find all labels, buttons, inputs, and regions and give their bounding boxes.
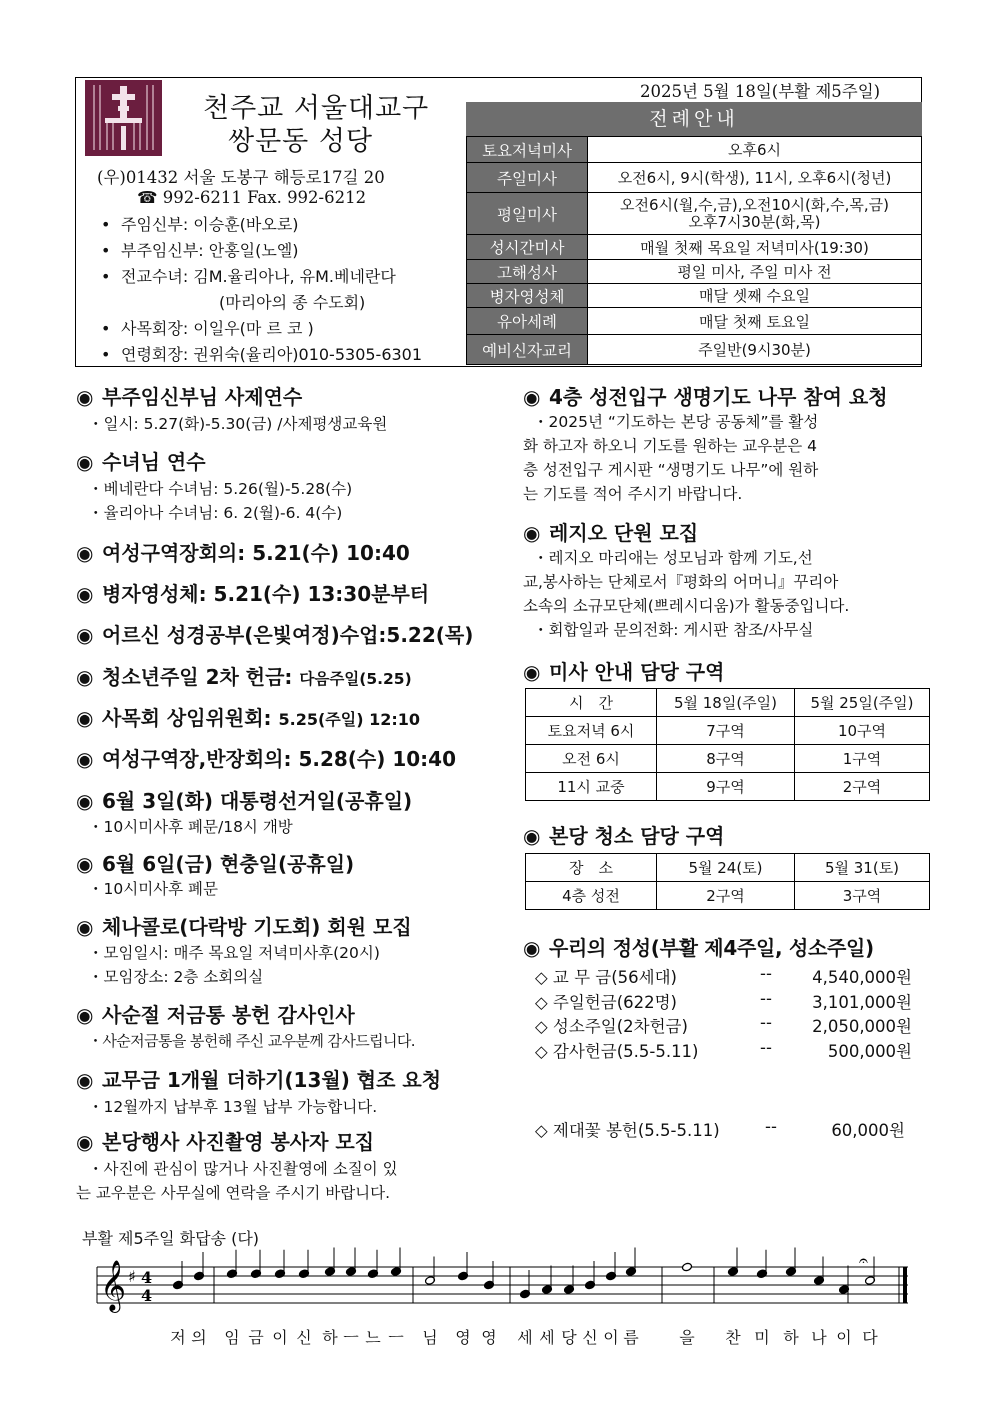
bullet-icon: ◉: [76, 623, 94, 647]
lyric-syllable: 다: [862, 1328, 878, 1347]
lyric-syllable: 이: [603, 1328, 619, 1347]
liturgy-value-line: 오전6시(월,수,금),오전10시(화,수,목,금): [619, 195, 890, 214]
notice-line: ・레지오 마리애는 성모님과 함께 기도,선: [533, 549, 813, 567]
lyric-syllable: 님: [422, 1328, 438, 1347]
section-title: 사순절 저금통 봉헌 감사인사: [102, 1003, 355, 1027]
section-title-date: 5.25(주일) 12:10: [278, 710, 421, 729]
lyric-syllable: 하: [783, 1328, 799, 1347]
table-cell: 5월 25일(주일): [795, 689, 930, 717]
bullet-icon: ◉: [76, 582, 94, 606]
lyric-syllable: 신: [582, 1328, 598, 1347]
lyric-syllable: 세: [539, 1328, 555, 1347]
liturgy-value: 평일 미사, 주일 미사 전: [588, 260, 922, 284]
lyric-syllable: 영: [481, 1328, 497, 1347]
table-cell: 2구역: [795, 773, 930, 801]
staff-item: • 연령회장: 권위숙(율리아)010-5305-6301: [95, 342, 422, 368]
table-cell: 1구역: [795, 745, 930, 773]
section-title: 4층 성전입구 생명기도 나무 참여 요청: [549, 385, 888, 409]
time-signature-bottom: 4: [141, 1286, 153, 1305]
liturgy-value: 주일반(9시30분): [588, 335, 922, 365]
lyric-syllable: 당: [561, 1328, 577, 1347]
lyric-syllable: 을: [679, 1328, 695, 1347]
section-title: 우리의 정성(부활 제4주일, 성소주일): [549, 936, 874, 960]
lyric-syllable: ㅡ: [343, 1328, 359, 1347]
notice-line: ・회합일과 문의전화: 게시판 참조/사무실: [533, 621, 814, 639]
lyric-syllable: 세: [517, 1328, 533, 1347]
bullet-icon: ◉: [76, 1003, 94, 1027]
time-signature-top: 4: [141, 1268, 153, 1287]
notice-line: ・12월까지 납부후 13월 납부 가능합니다.: [88, 1098, 378, 1116]
lyric-syllable: 나: [811, 1328, 827, 1347]
notice-line: ・모임장소: 2층 소회의실: [88, 968, 264, 986]
bullet-icon: ◉: [76, 747, 94, 771]
treble-clef-icon: 𝄞: [100, 1260, 127, 1311]
staff-item: • 전교수녀: 김M.율리아나, 유M.베네란다: [95, 264, 422, 290]
liturgy-key: 예비신자교리: [467, 335, 588, 365]
liturgy-value: 매달 셋째 수요일: [588, 284, 922, 308]
table-cell: 토요저녁 6시: [526, 717, 657, 745]
lyric-syllable: 영: [455, 1328, 471, 1347]
parish-phone: ☎ 992-6211 Fax. 992-6212: [137, 188, 367, 207]
notice-line: ・율리아나 수녀님: 6. 2(월)-6. 4(수): [88, 504, 343, 522]
offering-label: ◇ 주일헌금(622명): [535, 993, 677, 1012]
table-cell: 9구역: [657, 773, 795, 801]
notice-line: ・모임일시: 매주 목요일 저녁미사후(20시): [88, 944, 380, 962]
staff-item-note: (마리아의 종 수도회): [219, 293, 366, 312]
section-title: 병자영성체: 5.21(수) 13:30분부터: [102, 582, 430, 606]
lyric-syllable: 이: [272, 1328, 288, 1347]
notice-line: 교,봉사하는 단체로서『평화의 어머니』꾸리아: [523, 573, 839, 591]
notice-line: ・사진에 관심이 많거나 사진촬영에 소질이 있: [88, 1160, 398, 1178]
notice-line: 화 하고자 하오니 기도를 원하는 교우분은 4: [523, 437, 817, 455]
section-title-date: 다음주일(5.25): [299, 670, 412, 688]
notice-line: 는 교우분은 사무실에 연락을 주시기 바랍니다.: [76, 1184, 391, 1202]
section-title: 여성구역장회의: 5.21(수) 10:40: [102, 541, 410, 565]
bullet-icon: ◉: [523, 936, 541, 960]
lyric-syllable: 찬: [725, 1328, 741, 1347]
liturgy-key: 고해성사: [467, 260, 588, 284]
staff-item: • 사목회장: 이일우(마 르 코 ): [95, 316, 422, 342]
fermata-icon: 𝄐: [859, 1251, 868, 1270]
notice-line: 는 기도를 적어 주시기 바랍니다.: [523, 485, 743, 503]
table-cell: 시 간: [526, 689, 657, 717]
offering-label: ◇ 성소주일(2차헌금): [535, 1017, 688, 1036]
sharp-icon: ♯: [128, 1267, 136, 1286]
psalm-title: 부활 제5주일 화답송 (다): [82, 1229, 260, 1248]
bullet-icon: ◉: [76, 1068, 94, 1092]
bullet-icon: ◉: [76, 1130, 94, 1154]
parish-name-line2: 쌍문동 성당: [228, 126, 373, 157]
flower-offering-dash: --: [765, 1117, 777, 1136]
notice-line: ・10시미사후 폐문/18시 개방: [88, 818, 293, 836]
liturgy-key: 토요저녁미사: [467, 137, 588, 163]
parish-address: (우)01432 서울 도봉구 해등로17길 20: [97, 168, 385, 187]
lyric-syllable: ㅡ: [388, 1328, 404, 1347]
lyric-syllable: 신: [296, 1328, 312, 1347]
table-cell: 장 소: [526, 854, 657, 882]
liturgy-key: 주일미사: [467, 163, 588, 193]
liturgy-key: 유아세례: [467, 308, 588, 335]
table-cell: 5월 24(토): [657, 854, 795, 882]
section-title: 본당행사 사진촬영 봉사자 모집: [102, 1130, 375, 1154]
section-title: 여성구역장,반장회의: 5.28(수) 10:40: [102, 747, 457, 771]
liturgy-key: 평일미사: [467, 193, 588, 235]
offering-label: ◇ 감사헌금(5.5-5.11): [535, 1042, 699, 1061]
notice-line: 소속의 소규모단체(쁘레시디움)가 활동중입니다.: [523, 597, 850, 615]
staff-item: • 부주임신부: 안홍일(노엘): [95, 238, 422, 264]
bullet-icon: ◉: [76, 789, 94, 813]
bullet-icon: ◉: [76, 385, 94, 409]
section-title: 청소년주일 2차 헌금:: [102, 665, 293, 689]
bullet-icon: ◉: [76, 852, 94, 876]
lyric-syllable: 이: [836, 1328, 852, 1347]
lyrics-row: [0, 1325, 992, 1349]
notice-line: ・일시: 5.27(화)-5.30(금) /사제평생교육원: [88, 415, 388, 433]
table-cell: 11시 교중: [526, 773, 657, 801]
offering-dash: --: [760, 1013, 772, 1032]
parish-name-line1: 천주교 서울대교구: [203, 93, 430, 124]
liturgy-value: 매달 첫째 토요일: [588, 308, 922, 335]
bullet-icon: ◉: [76, 665, 94, 689]
section-title: 어르신 성경공부(은빛여정)수업:5.22(목): [102, 623, 474, 647]
liturgy-key: 성시간미사: [467, 235, 588, 260]
notice-line: ・베네란다 수녀님: 5.26(월)-5.28(수): [88, 480, 353, 498]
table-cell: 5월 31(토): [795, 854, 930, 882]
offering-amount: 3,101,000원: [812, 993, 912, 1012]
bulletin-date: 2025년 5월 18일(부활 제5주일): [640, 82, 881, 101]
bullet-icon: ◉: [523, 385, 541, 409]
music-note: [682, 1262, 693, 1272]
liturgy-value: 매월 첫째 목요일 저녁미사(19:30): [588, 235, 922, 260]
table-cell: 2구역: [657, 882, 795, 910]
offering-amount: 4,540,000원: [812, 968, 912, 987]
lyric-syllable: 임: [224, 1328, 240, 1347]
offering-dash: --: [760, 1038, 772, 1057]
staff-item: • 주임신부: 이승훈(바오로): [95, 212, 422, 238]
bullet-icon: ◉: [523, 824, 541, 848]
offering-amount: 500,000원: [827, 1042, 912, 1061]
section-title: 미사 안내 담당 구역: [549, 660, 725, 684]
table-cell: 7구역: [657, 717, 795, 745]
section-title: 체나콜로(다락방 기도회) 회원 모집: [102, 915, 412, 939]
lyric-syllable: 미: [754, 1328, 770, 1347]
notice-line: 층 성전입구 게시판 “생명기도 나무”에 원하: [523, 461, 819, 479]
offering-label: ◇ 교 무 금(56세대): [535, 968, 677, 987]
notice-line: ・2025년 “기도하는 본당 공동체”를 활성: [533, 413, 819, 431]
liturgy-title: 전례안내: [466, 102, 922, 136]
lyric-syllable: 저: [170, 1328, 186, 1347]
table-cell: 5월 18일(주일): [657, 689, 795, 717]
lyric-syllable: 하: [322, 1328, 338, 1347]
bullet-icon: ◉: [76, 706, 94, 730]
bullet-icon: ◉: [76, 541, 94, 565]
section-title: 6월 3일(화) 대통령선거일(공휴일): [102, 789, 413, 813]
table-cell: 3구역: [795, 882, 930, 910]
section-title: 본당 청소 담당 구역: [549, 824, 725, 848]
table-cell: 오전 6시: [526, 745, 657, 773]
lyric-syllable: 름: [623, 1328, 639, 1347]
notice-line: ・사순저금통을 봉헌해 주신 교우분께 감사드립니다.: [88, 1032, 415, 1050]
offering-dash: --: [760, 964, 772, 983]
flower-offering-amount: 60,000원: [831, 1121, 905, 1140]
section-title: 교무금 1개월 더하기(13월) 협조 요청: [102, 1068, 442, 1092]
lyric-syllable: 금: [248, 1328, 264, 1347]
offering-dash: --: [760, 989, 772, 1008]
notes-layer: [173, 1248, 876, 1299]
table-cell: 10구역: [795, 717, 930, 745]
section-title: 수녀님 연수: [102, 450, 206, 474]
section-title: 레지오 단원 모집: [549, 521, 699, 545]
flower-offering-label: ◇ 제대꽃 봉헌(5.5-5.11): [535, 1121, 720, 1140]
lyric-syllable: 의: [191, 1328, 207, 1347]
bullet-icon: ◉: [76, 915, 94, 939]
liturgy-key: 병자영성체: [467, 284, 588, 308]
liturgy-value: 오전6시, 9시(학생), 11시, 오후6시(청년): [588, 163, 922, 193]
bullet-icon: ◉: [523, 660, 541, 684]
liturgy-value: 오후6시: [588, 137, 922, 163]
lyric-syllable: 느: [365, 1328, 381, 1347]
section-title: 6월 6일(금) 현충일(공휴일): [102, 852, 355, 876]
section-title: 부주임신부님 사제연수: [102, 385, 303, 409]
table-cell: 8구역: [657, 745, 795, 773]
bullet-icon: ◉: [523, 521, 541, 545]
offering-amount: 2,050,000원: [812, 1017, 912, 1036]
table-cell: 4층 성전: [526, 882, 657, 910]
section-title: 사목회 상임위원회:: [102, 706, 272, 730]
liturgy-value-line: 오후7시30분(화,목): [688, 212, 821, 231]
bullet-icon: ◉: [76, 450, 94, 474]
notice-line: ・10시미사후 폐문: [88, 880, 218, 898]
